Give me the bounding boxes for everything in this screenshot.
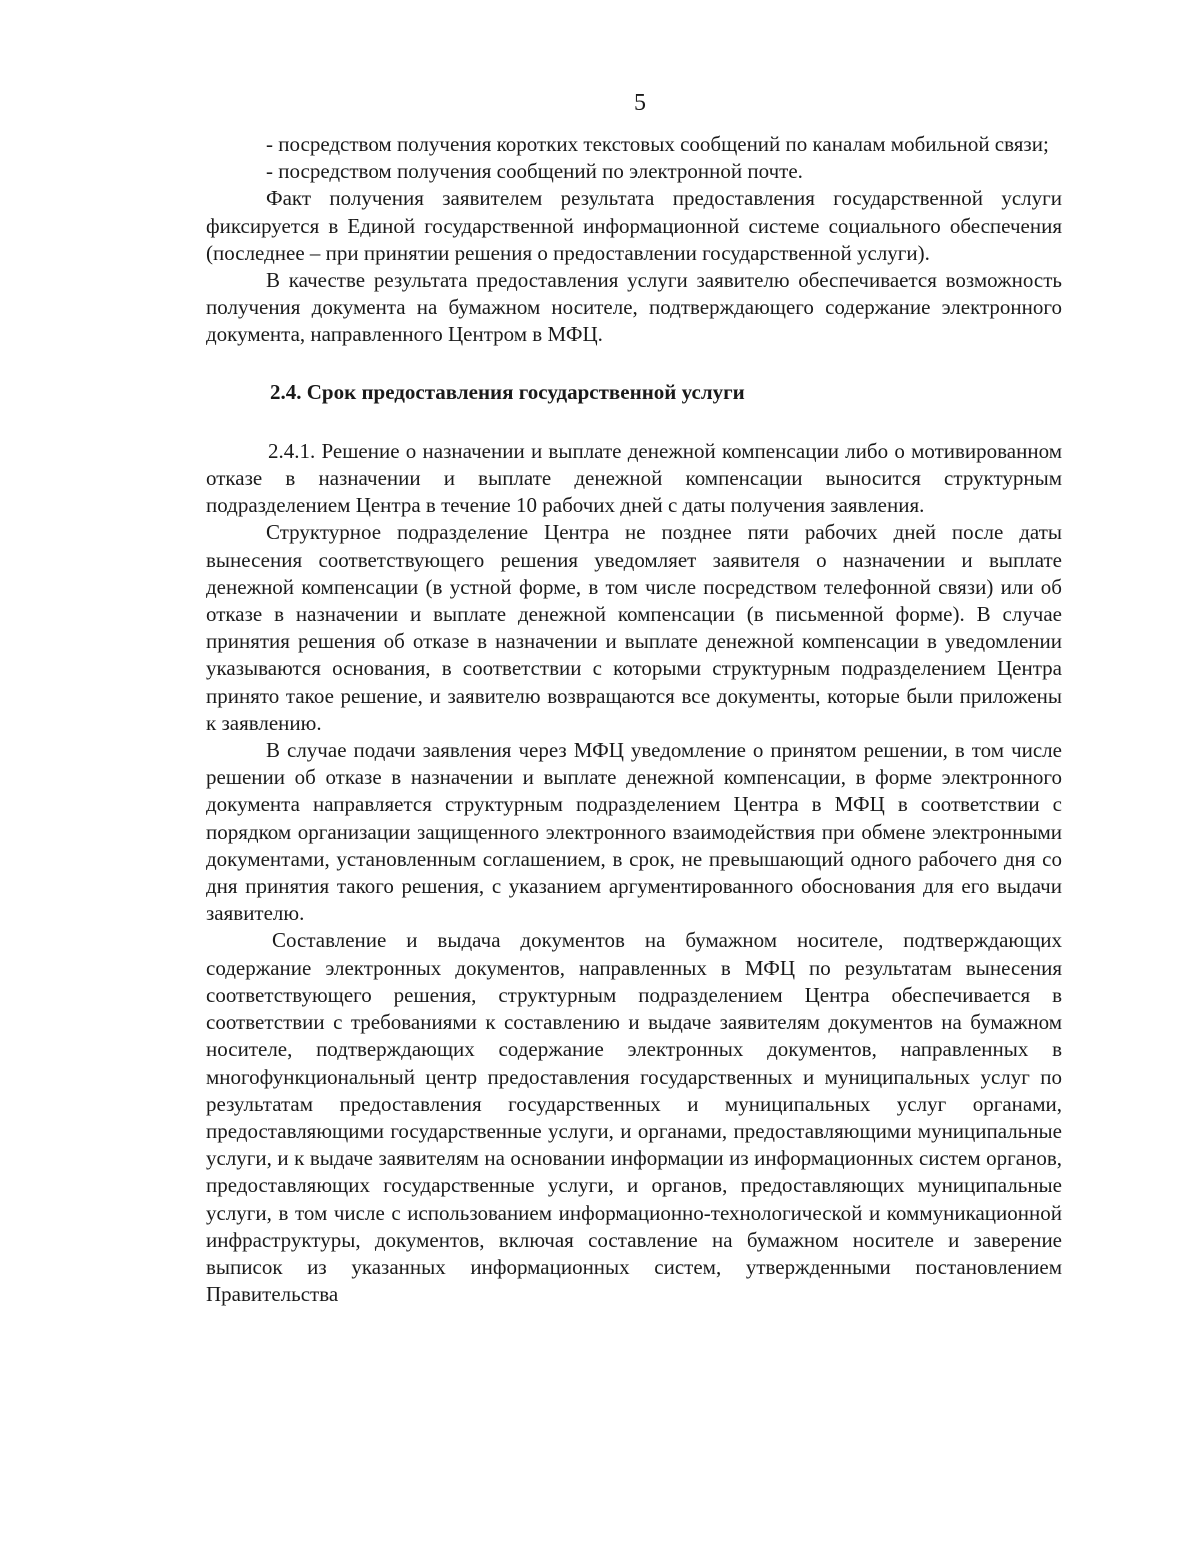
- paragraph-mfc-notification: В случае подачи заявления через МФЦ уведомление о принятом решении, в том числе решении об отказе в назначении и выплате денежной компенсации, в форме электронного документа направляется структурным подразделением Центра в МФЦ в соответствии с порядком организации защищенного электронного взаимодействия при обмене электронными документами, установленным соглашением, в срок, не превышающий одного рабочего дня со дня принятия такого решения, с указанием аргументированного обоснования для его выдачи заявителю.: [206, 738, 1062, 926]
- paragraph-paper-document: В качестве результата предоставления услуги заявителю обеспечивается возможность получения документа на бумажном носителе, подтверждающего содержание электронного документа, направленного Центром в МФЦ.: [206, 268, 1062, 347]
- paragraph-applicant-notification: Структурное подразделение Центра не позднее пяти рабочих дней после даты вынесения соответствующего решения уведомляет заявителя о назначении и выплате денежной компенсации (в устной форме, в том числе посредством телефонной связи) или об отказе в назначении и выплате денежной компенсации (в письменной форме). В случае принятия решения об отказе в назначении и выплате денежной компенсации в уведомлении указываются основания, в соответствии с которыми структурным подразделением Центра принято такое решение, и заявителю возвращаются все документы, которые были приложены к заявлению.: [206, 520, 1062, 735]
- page-number: 5: [634, 90, 646, 116]
- paragraph-email-notification: - посредством получения сообщений по электронной почте.: [266, 159, 803, 184]
- paragraph-sms-notification: - посредством получения коротких текстовых сообщений по каналам мобильной связи;: [266, 132, 1049, 156]
- section-heading: 2.4. Срок предоставления государственной услуги: [270, 379, 745, 404]
- paragraph-result-recorded: Факт получения заявителем результата предоставления государственной услуги фиксируется в Единой государственной информационной системе социального обеспечения (последнее – при принятии решения о предоставлении государственной услуги).: [206, 186, 1062, 265]
- paragraph-decision-term: 2.4.1. Решение о назначении и выплате денежной компенсации либо о мотивированном отказе в назначении и выплате денежной компенсации выносится структурным подразделением Центра в течение 10 рабочих дней с даты получения заявления.: [206, 438, 1062, 518]
- document-body: [206, 131, 1062, 1308]
- paragraph-paper-issuance: Составление и выдача документов на бумажном носителе, подтверждающих содержание электронных документов, направленных в МФЦ по результатам вынесения соответствующего решения, структурным подразделением Центра обеспечивается в соответствии с требованиями к составлению и выдаче заявителям документов на бумажном носителе, подтверждающих содержание электронных документов, направленных в многофункциональный центр предоставления государственных и муниципальных услуг по результатам предоставления государственных и муниципальных услуг органами, предоставляющими государственные услуги, и органами, предоставляющими муниципальные услуги, и к выдаче заявителям на основании информации из информационных систем органов, предоставляющих государственные услуги, и органов, предоставляющих муниципальные услуги, в том числе с использованием информационно-технологической и коммуникационной инфраструктуры, документов, включая составление на бумажном носителе и заверение выписок из указанных информационных систем, утвержденными постановлением Правительства: [206, 928, 1062, 1307]
